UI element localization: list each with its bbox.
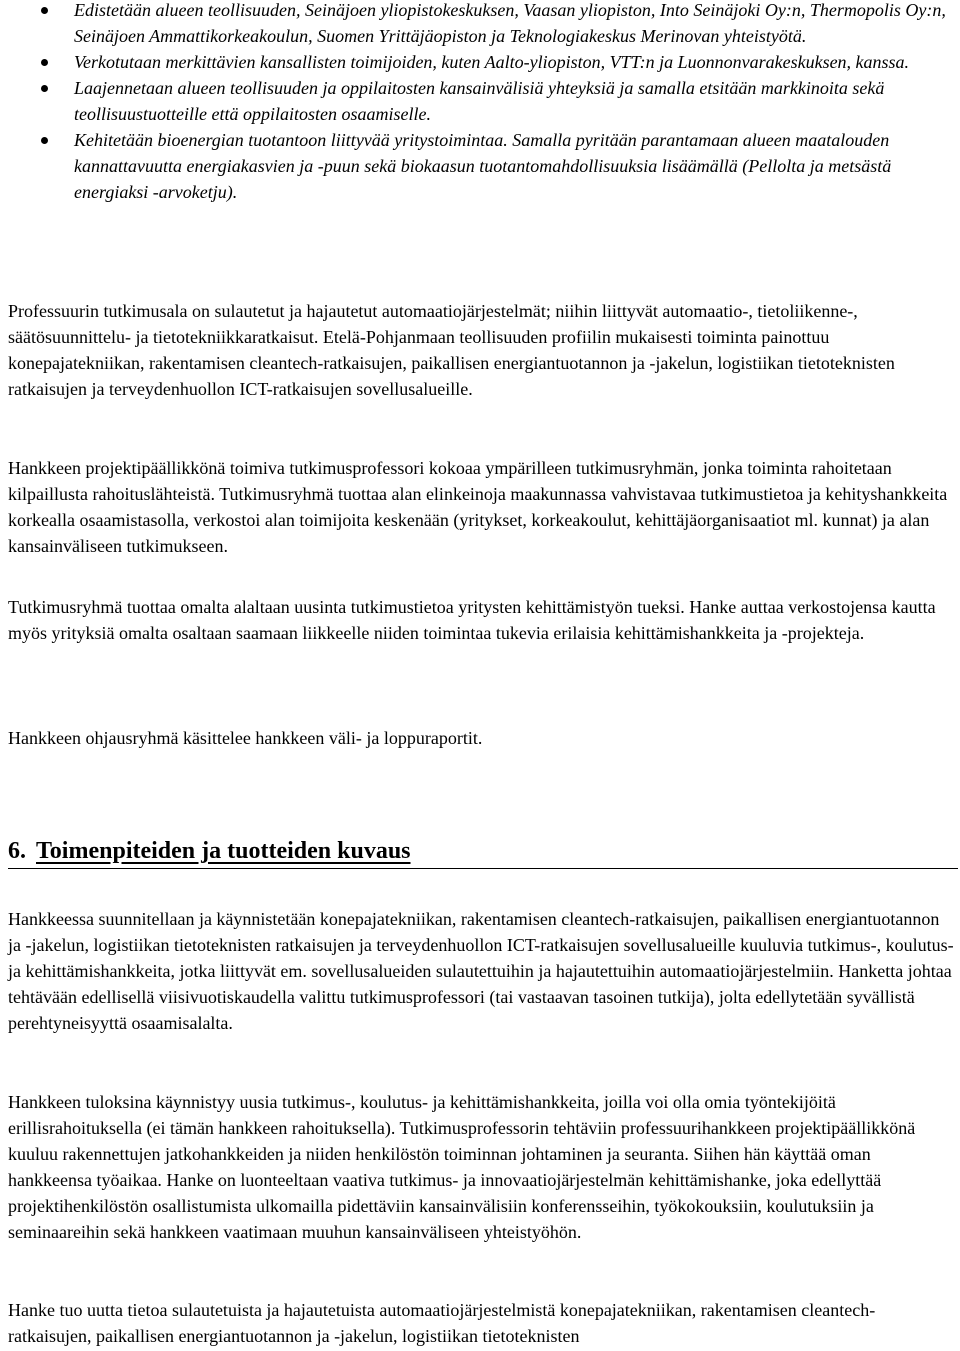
list-item-text: Laajennetaan alueen teollisuuden ja oppilaitosten kansainvälisiä yhteyksiä ja samalla etsitään markkinoita sekä teollisuustuotteille että oppilaitosten osaamiselle. bbox=[74, 78, 885, 124]
bullet-list bbox=[40, 0, 952, 205]
paragraph-results: Hankkeen tuloksina käynnistyy uusia tutkimus-, koulutus- ja kehittämishankkeita, joilla voi olla omia työntekijöitä erillisrahoituksella (ei tämän hankkeen rahoituksella). Tutkimusprofessorin tehtäviin professuurihankkeen projektipäällikkönä kuuluu rakennettujen jatkohankkeiden ja niiden henkilöstön toiminnan johtaminen ja seuranta. Siihen hän käyttää oman hankkeensa työaikaa. Hanke on luonteeltaan vaativa tutkimus- ja innovaatiojärjestelmän kehittämishanke, joka edellyttää projektihenkilöstön osallistumista ulkomailla pidettäviin kansainvälisiin konferensseihin, työkokouksiin, koulutuksiin ja seminaareihin sekä hankkeen vaatimaan muuhun kansainväliseen yhteistyöhön. bbox=[8, 1092, 916, 1242]
bullet-dot-icon bbox=[41, 59, 48, 66]
section-heading bbox=[8, 834, 958, 869]
list-item-text: Edistetään alueen teollisuuden, Seinäjoen yliopistokeskuksen, Vaasan yliopiston, Into Seinäjoki Oy:n, Thermopolis Oy:n, Seinäjoen Ammattikorkeakoulun, Suomen Yrittäjäopiston ja Teknologiakeskus Merinovan yhteistyötä. bbox=[74, 0, 946, 46]
bullet-dot-icon bbox=[41, 7, 48, 14]
list-item bbox=[40, 75, 952, 127]
list-item bbox=[40, 0, 952, 49]
section-title: Toimenpiteiden ja tuotteiden kuvaus bbox=[36, 838, 411, 864]
paragraph-project-manager: Hankkeen projektipäällikkönä toimiva tutkimusprofessori kokoaa ympärilleen tutkimusryhmän, jonka toiminta rahoitetaan kilpaillusta rahoituslähteistä. Tutkimusryhmä tuottaa alan elinkeinoja maakunnassa vahvistavaa tutkimustietoa ja kehityshankkeita korkealla osaamistasolla, verkostoi alan toimijoita keskenään (yritykset, korkeakoulut, kehittäjäorganisaatiot ml. kunnat) ja alan kansainväliseen tutkimukseen. bbox=[8, 458, 948, 556]
paragraph-research-group: Tutkimusryhmä tuottaa omalta alaltaan uusinta tutkimustietoa yritysten kehittämistyön tueksi. Hanke auttaa verkostojensa kautta myös yrityksiä omalta osaltaan saamaan liikkeelle niiden toimintaa tukevia erilaisia kehittämishankkeita ja -projekteja. bbox=[8, 597, 936, 643]
list-item-text: Kehitetään bioenergian tuotantoon liittyvää yritystoimintaa. Samalla pyritään parantamaan alueen maatalouden kannattavuutta energiakasvien ja -puun sekä biokaasun tuotantomahdollisuuksia lisäämällä (Pellolta ja metsästä energiaksi -arvoketju). bbox=[74, 130, 892, 202]
list-item bbox=[40, 127, 952, 205]
list-item-text: Verkotutaan merkittävien kansallisten toimijoiden, kuten Aalto-yliopiston, VTT:n ja Luonnonvarakeskuksen, kanssa. bbox=[74, 52, 910, 72]
paragraph-planning: Hankkeessa suunnitellaan ja käynnistetään konepajatekniikan, rakentamisen cleantech-ratkaisujen, paikallisen energiantuotannon ja -jakelun, logistiikan tietoteknisten ratkaisujen ja terveydenhuollon ICT-ratkaisujen sovellusalueille kuuluvia tutkimus-, koulutus- ja kehittämishankkeita, jotka liittyvät em. sovellusalueiden sulautettuihin ja hajautettuihin automaatiojärjestelmiin. Hanketta johtaa tehtävään edellisellä viisivuotiskaudella valittu tutkimusprofessori (tai vastaavan tasoinen tutkija), jolta edellytetään syvällistä perehtyneisyyttä osaamisalalta. bbox=[8, 909, 954, 1033]
paragraph-steering-group: Hankkeen ohjausryhmä käsittelee hankkeen väli- ja loppuraportit. bbox=[8, 728, 483, 748]
paragraph-new-knowledge: Hanke tuo uutta tietoa sulautetuista ja hajautetuista automaatiojärjestelmistä konepajatekniikan, rakentamisen cleantech-ratkaisujen, paikallisen energiantuotannon ja -jakelun, logistiikan tietoteknisten bbox=[8, 1300, 876, 1346]
section-number: 6. bbox=[8, 838, 26, 864]
bullet-dot-icon bbox=[41, 85, 48, 92]
bullet-dot-icon bbox=[41, 137, 48, 144]
list-item bbox=[40, 49, 952, 75]
paragraph-research-area: Professuurin tutkimusala on sulautetut ja hajautetut automaatiojärjestelmät; niihin liittyvät automaatio-, tietoliikenne-, säätösuunnittelu- ja tietotekniikkaratkaisut. Etelä-Pohjanmaan teollisuuden profiilin mukaisesti toiminta painottuu konepajatekniikan, rakentamisen cleantech-ratkaisujen, paikallisen energiantuotannon ja -jakelun, logistiikan tietoteknisten ratkaisujen ja terveydenhuollon ICT-ratkaisujen sovellusalueille. bbox=[8, 301, 895, 399]
